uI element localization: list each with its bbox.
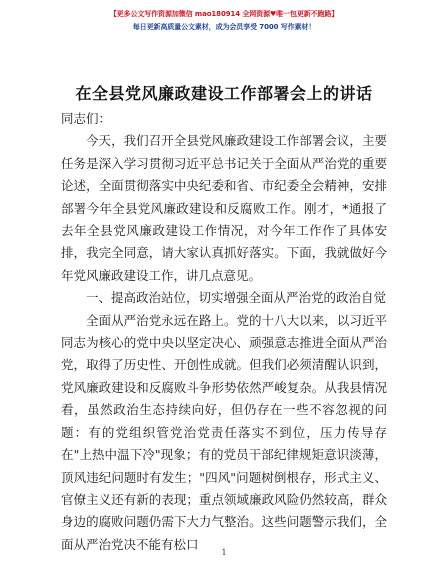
paragraph-section-1: 全面从严治党永远在路上。党的十八大以来，以习近平同志为核心的党中央以坚定决心、顽强意志推进全面从严治党，取得了历史性、开创性成就。但我们必须清醒认识到，党风廉政建设和反腐败斗争形势依然严峻复杂。从我县情况看，虽然政治生态持续向好，但仍存在一些不容忽视的问题：有的党组织管党治党责任落实不到位，压力传导存在"上热中温下冷"现象；有的党员干部纪律规矩意识淡薄，顶风违纪问题时有发生；"四风"问题树倒根存，形式主义、官僚主义还有新的表现；重点领域廉政风险仍然较高，群众身边的腐败问题仍需下大力气整治。这些问题警示我们，全面从严治党决不能有松口 [61, 312, 387, 552]
promo-banner [0, 8, 448, 34]
greeting: 同志们： [61, 111, 112, 126]
section-heading-1: 一、提高政治站位，切实增强全面从严治党的政治自觉 [86, 290, 387, 306]
promo-banner-line-2: 每日更新高质量公文素材，成为会员享受 7000 写作素材！ [132, 23, 316, 31]
page-number: 1 [221, 548, 227, 557]
promo-banner-line-1: 【更多公文写作资源加微信 mao180914 全网资源♥唯一包更新不跑路】 [109, 10, 339, 18]
document-title: 在全县党风廉政建设工作部署会上的讲话 [75, 84, 373, 103]
paragraph-intro: 今天，我们召开全县党风廉政建设工作部署会议，主要任务是深入学习贯彻习近平总书记关于全面从严治党的重要论述，全面贯彻落实中央纪委和省、市纪委全会精神，安排部署今年全县党风廉政建设和反腐败工作。刚才，*通报了去年全县党风廉政建设工作情况，对今年工作作了具体安排，我完全同意，请大家认真抓好落实。下面，我就做好今年党风廉政建设工作，讲几点意见。 [61, 133, 387, 283]
document-body [61, 108, 387, 556]
